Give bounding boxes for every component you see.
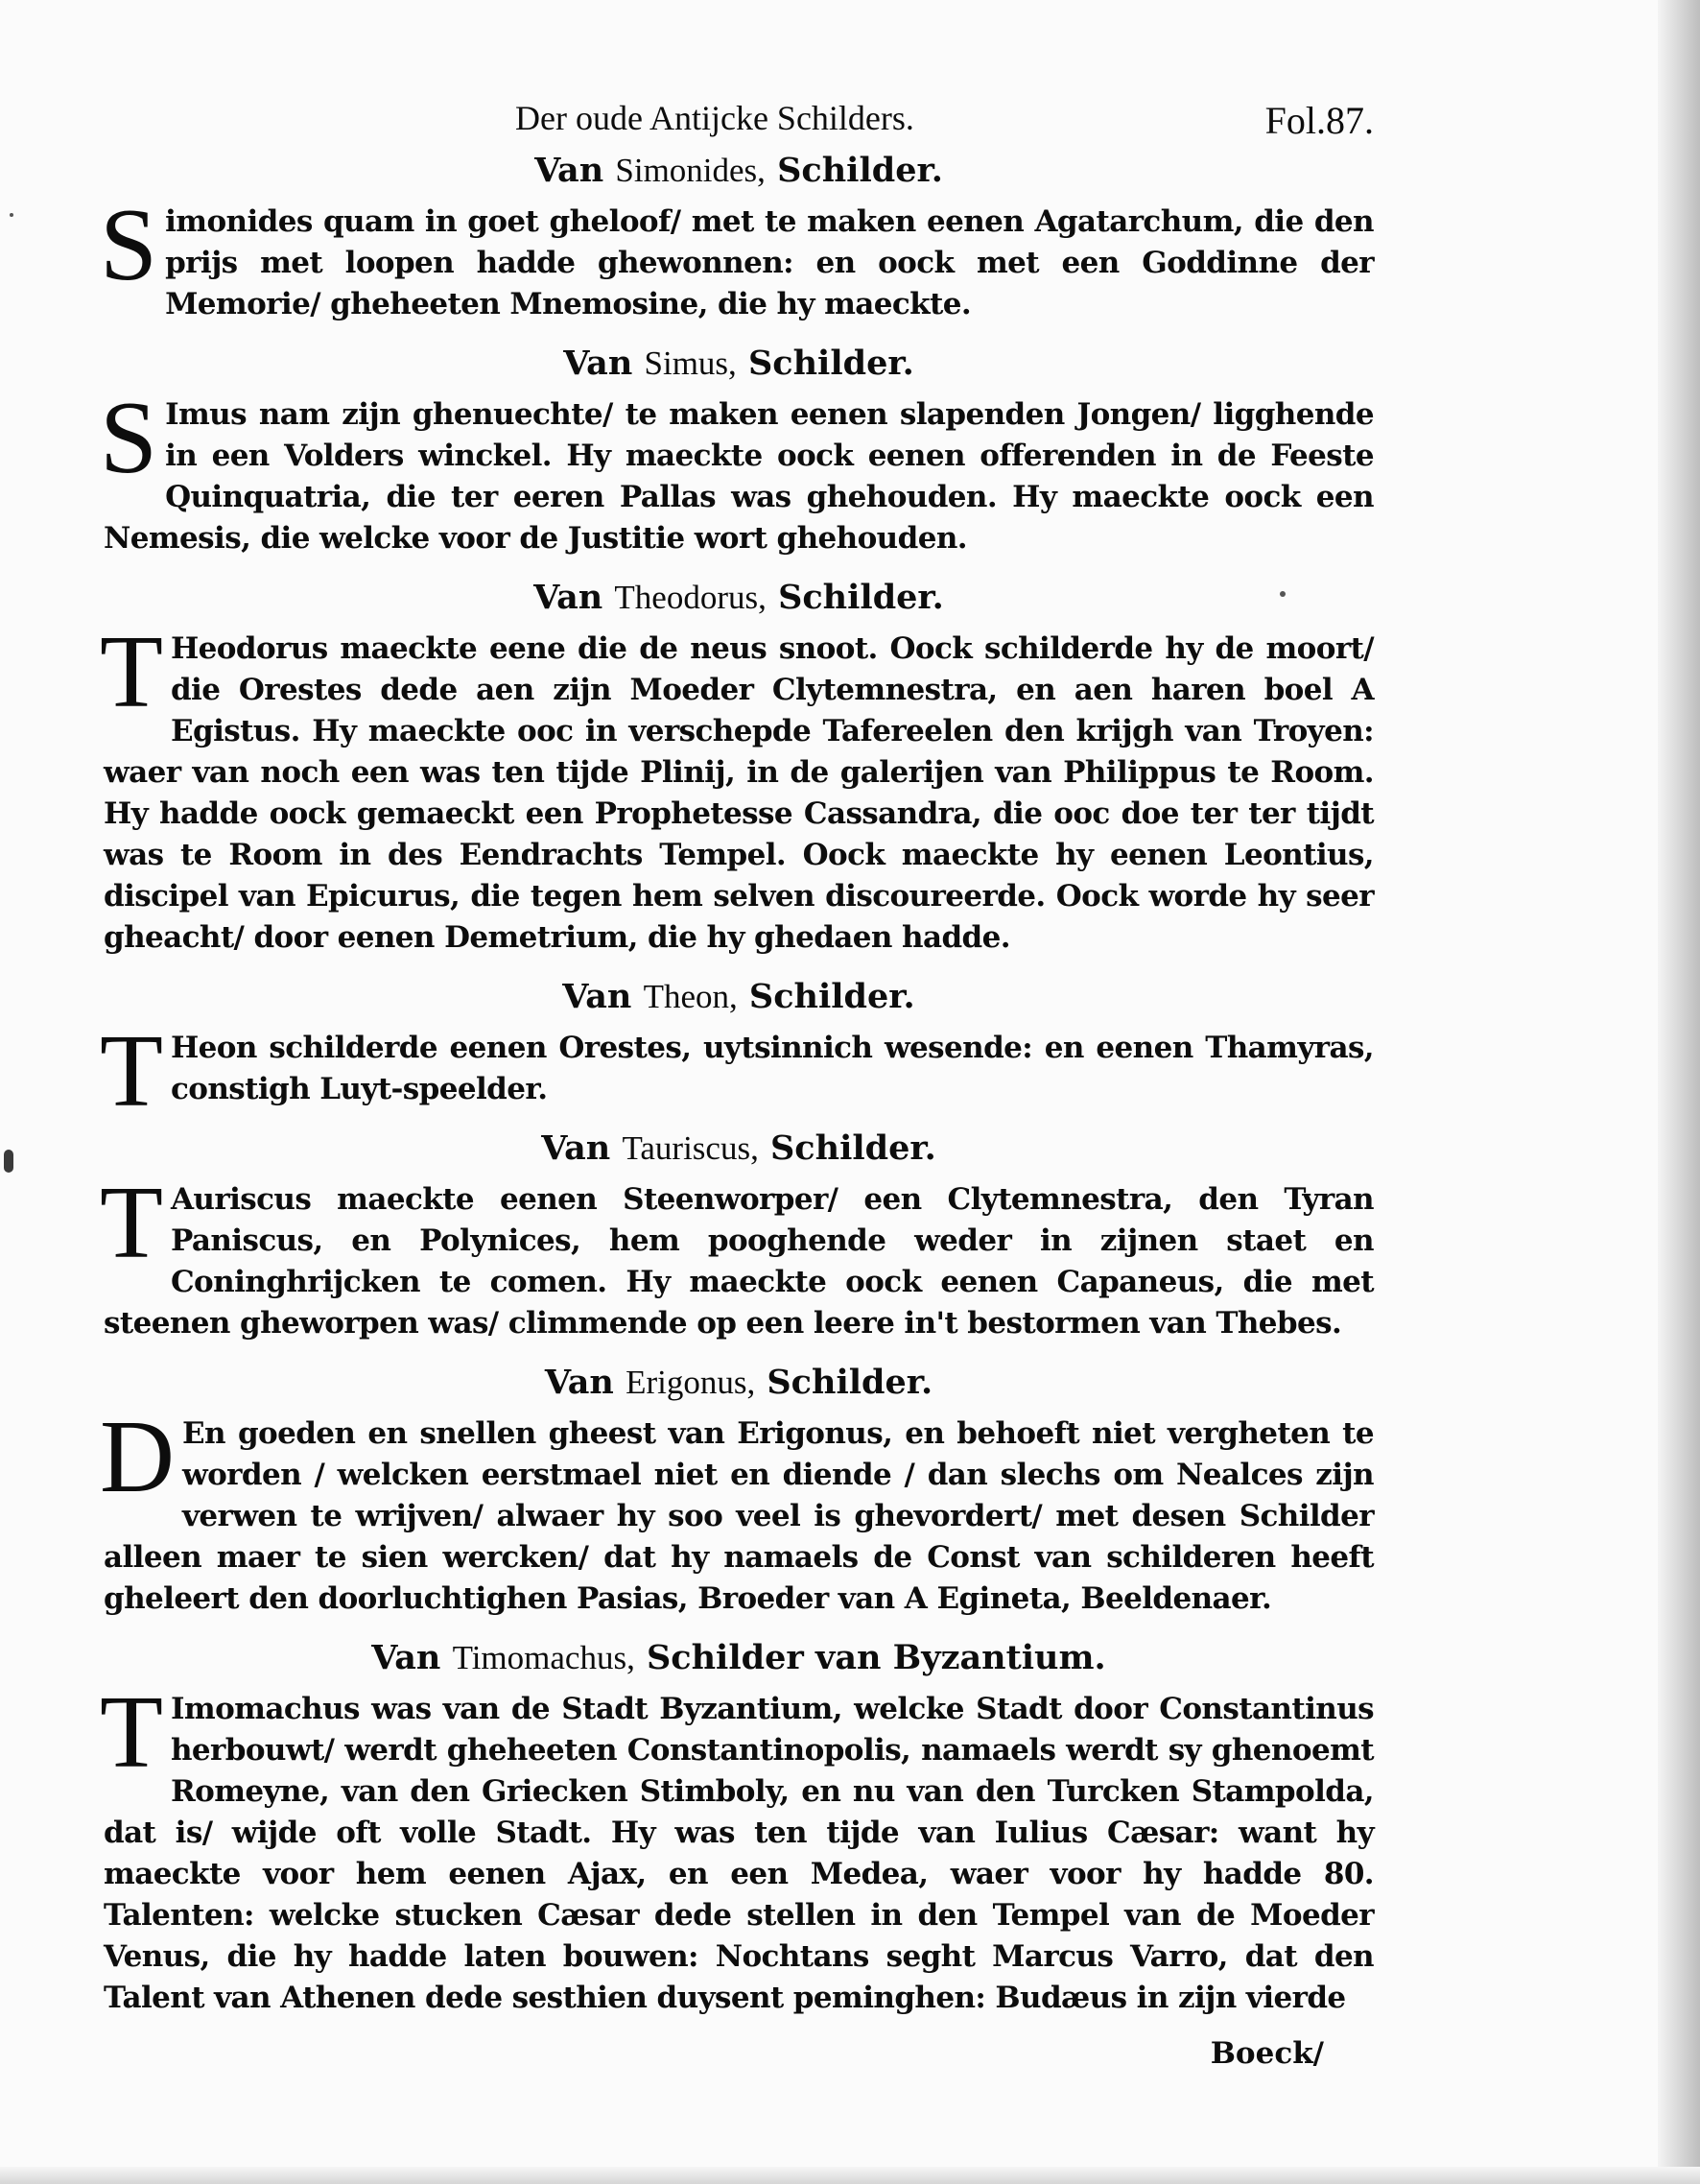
entry-theodorus (100, 577, 1374, 959)
entry-text: En goeden en snellen gheest van Erigonus, en behoeft niet vergheten te worden / welcken eerstmael niet en diende / dan slechs om Nealces zijn verwen te wrijven/ alwaer hy soo veel is ghevordert/ met desen Schilder alleen maer te sien wercken/ dat hy namaels de Const van schilderen heeft gheleert den doorluchtighen Pasias, Broeder van A Egineta, Beeldenaer. (104, 1416, 1374, 1616)
drop-cap: S (100, 381, 158, 495)
drop-cap: T (100, 615, 163, 729)
heading-suffix: Schilder. (770, 1128, 936, 1168)
heading-name: Simonides, (615, 152, 766, 189)
heading-name: Theodorus, (614, 579, 767, 616)
running-title: Der oude Antijcke Schilders. (515, 99, 914, 137)
entry-heading (104, 1637, 1374, 1679)
drop-cap: D (100, 1400, 175, 1514)
heading-prefix: Van (541, 1128, 611, 1168)
entry-body (100, 1166, 1374, 1344)
heading-prefix: Van (563, 344, 633, 383)
heading-name: Timomachus, (452, 1639, 635, 1676)
ink-speck (10, 213, 13, 217)
entry-heading (104, 577, 1374, 619)
heading-prefix: Van (544, 1363, 614, 1402)
entry-body (100, 1014, 1374, 1128)
entry-heading (104, 150, 1374, 192)
page-edge-shadow (1658, 0, 1700, 2184)
running-head (107, 94, 1374, 142)
heading-suffix: Schilder. (778, 578, 944, 617)
heading-name: Theon, (643, 978, 738, 1015)
binding-mark (4, 1150, 13, 1173)
heading-suffix: Schilder van Byzantium. (647, 1638, 1106, 1677)
heading-prefix: Van (562, 977, 632, 1016)
heading-prefix: Van (534, 151, 604, 190)
entry-body (100, 1400, 1374, 1620)
heading-prefix: Van (371, 1638, 441, 1677)
page-bottom-edge (0, 2167, 1700, 2184)
drop-cap: S (100, 188, 158, 302)
entry-body (100, 381, 1374, 559)
entry-heading (104, 1128, 1374, 1170)
entry-heading (104, 976, 1374, 1018)
entry-text: imonides quam in goet gheloof/ met te maken eenen Agatarchum, die den prijs met loopen hadde ghewonnen: en oock met een Goddinne der Memorie/ gheheeten Mnemosine, die hy maeckte. (165, 204, 1374, 321)
entry-erigonus (100, 1362, 1374, 1620)
drop-cap: T (100, 1166, 163, 1280)
page-content (100, 144, 1374, 2071)
entry-theon (100, 976, 1374, 1128)
entry-text: Imomachus was van de Stadt Byzantium, welcke Stadt door Constantinus herbouwt/ werdt gheheeten Constantinopolis, namaels werdt sy ghenoemt Romeyne, van den Griecken Stimboly, en nu van den Turcken Stampolda, dat is/ wijde oft volle Stadt. Hy was ten tijde van Iulius Cæsar: want hy maeckte voor hem eenen Ajax, en een Medea, waer voor hy hadde 80. Talenten: welcke stucken Cæsar dede stellen in den Tempel van de Moeder Venus, die hy hadde laten bouwen: Nochtans seght Marcus Varro, dat den Talent van Athenen dede sesthien duysent peminghen: Budæus in zijn vierde (104, 1692, 1374, 2015)
entry-simonides (100, 150, 1374, 325)
drop-cap: T (100, 1675, 163, 1790)
heading-prefix: Van (533, 578, 603, 617)
heading-suffix: Schilder. (767, 1363, 933, 1402)
catchword: Boeck/ (1210, 2036, 1324, 2071)
heading-suffix: Schilder. (748, 977, 915, 1016)
entry-heading (104, 1362, 1374, 1404)
entry-simus (100, 343, 1374, 559)
heading-suffix: Schilder. (777, 151, 943, 190)
entry-body (100, 1675, 1374, 2019)
entry-heading (104, 343, 1374, 385)
entry-text: Imus nam zijn ghenuechte/ te maken eenen slapenden Jongen/ ligghende in een Volders winckel. Hy maeckte oock eenen offerenden in de Feeste Quinquatria, die ter eeren Pallas was ghehouden. Hy maeckte oock een Nemesis, die welcke voor de Justitie wort ghehouden. (104, 397, 1374, 556)
entry-text: Heon schilderde eenen Orestes, uytsinnich wesende: en eenen Thamyras, constigh Luyt-speelder. (170, 1031, 1374, 1106)
heading-name: Simus, (644, 344, 737, 382)
heading-name: Tauriscus, (622, 1129, 759, 1167)
entry-body (100, 615, 1374, 959)
heading-name: Erigonus, (626, 1364, 756, 1401)
entry-timomachus (100, 1637, 1374, 2019)
drop-cap: T (100, 1014, 163, 1128)
entry-text: Heodorus maeckte eene die de neus snoot. Oock schilderde hy de moort/ die Orestes dede aen zijn Moeder Clytemnestra, en aen haren boel A Egistus. Hy maeckte ooc in verschepde Tafereelen den krijgh van Troyen: waer van noch een was ten tijde Plinij, in de galerijen van Philippus te Room. Hy hadde oock gemaeckt een Prophetesse Cassandra, die ooc doe ter ter tijdt was te Room in des Eendrachts Tempel. Oock maeckte hy eenen Leontius, discipel van Epicurus, die tegen hem selven discoureerde. Oock worde hy seer gheacht/ door eenen Demetrium, die hy ghedaen hadde. (104, 631, 1374, 955)
folio-number: Fol.87. (1264, 99, 1374, 142)
entry-body (100, 188, 1374, 325)
entry-text: Auriscus maeckte eenen Steenworper/ een Clytemnestra, den Tyran Paniscus, en Polynices, hem pooghende weder in zijnen staet en Coninghrijcken te comen. Hy maeckte oock eenen Capaneus, die met steenen gheworpen was/ climmende op een leere in't bestormen van Thebes. (104, 1182, 1374, 1341)
entry-tauriscus (100, 1128, 1374, 1344)
heading-suffix: Schilder. (747, 344, 914, 383)
